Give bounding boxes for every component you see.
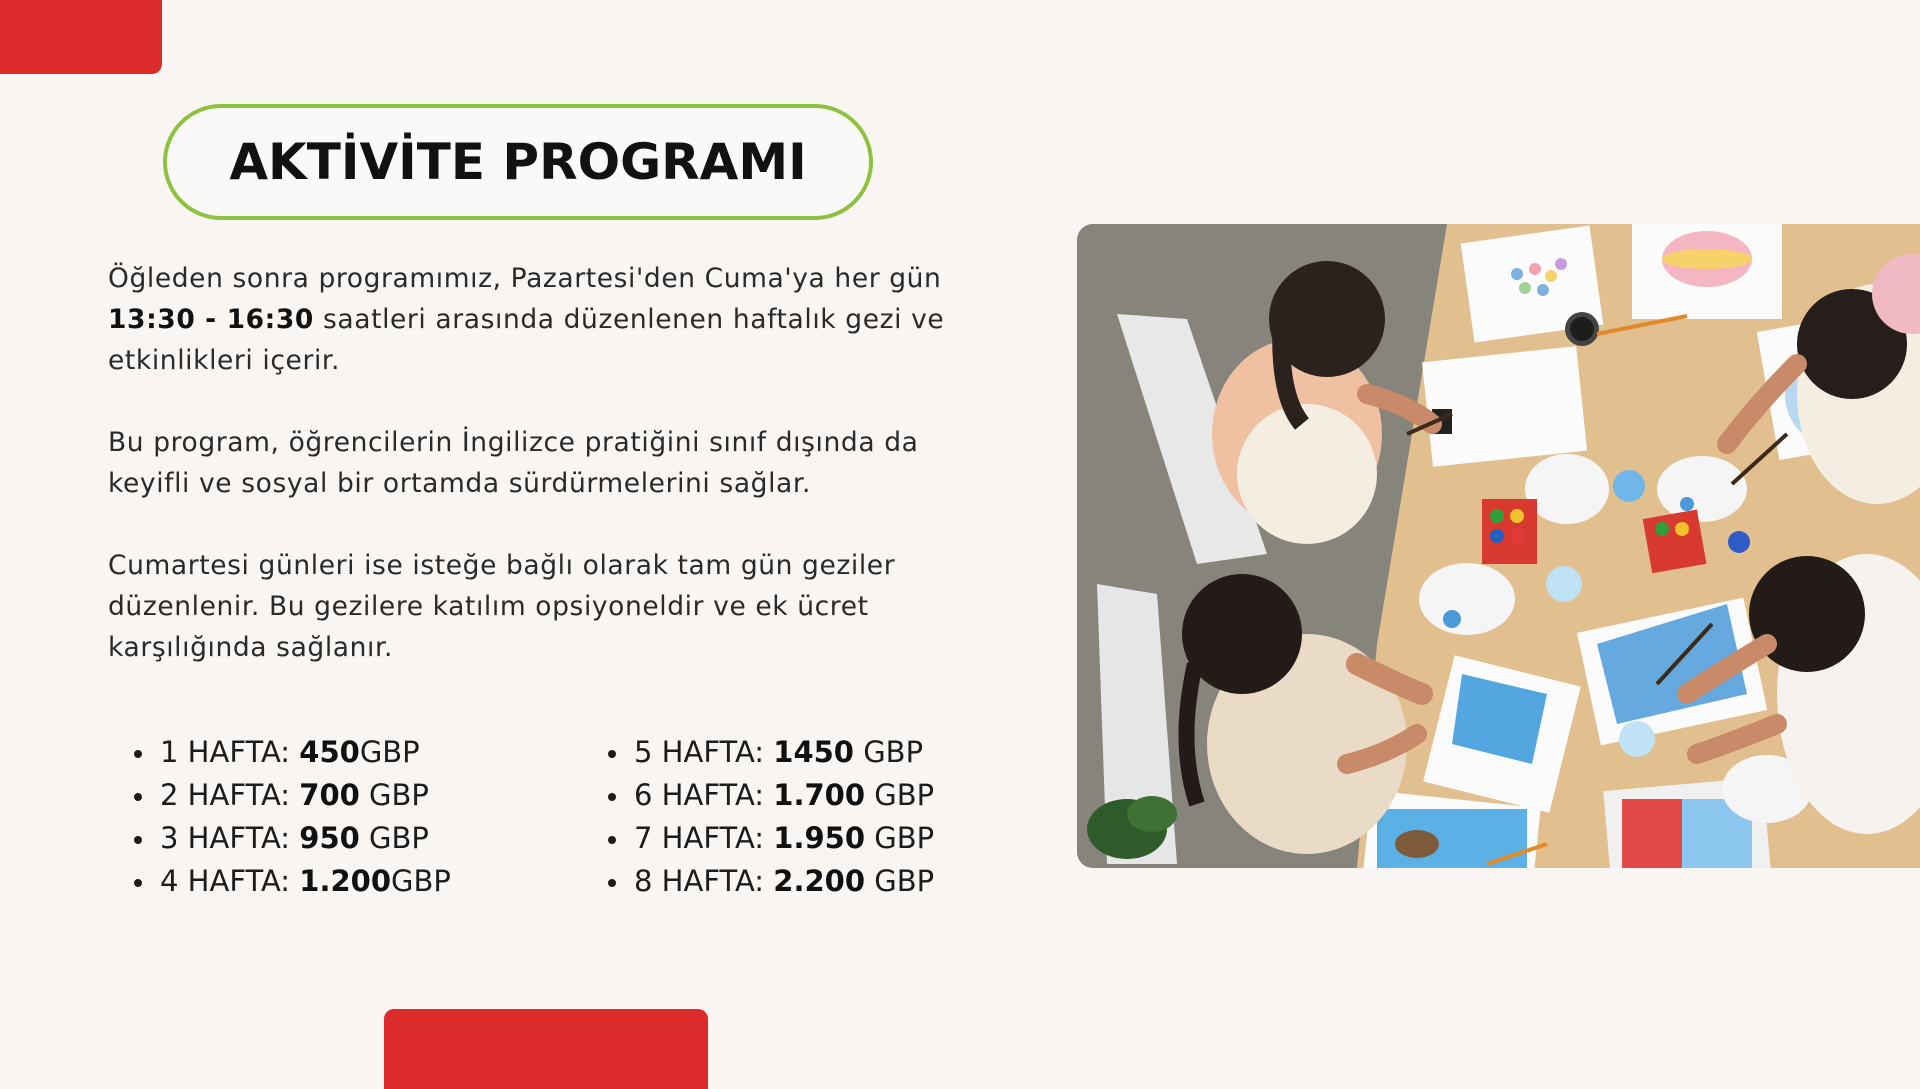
price-item xyxy=(604,860,934,903)
paragraph-saturday: Cumartesi günleri ise isteğe bağlı olarak tam gün geziler düzenlenir. Bu gezilere katılım opsiyoneldir ve ek ücret karşılığında sağlanır. xyxy=(108,550,896,663)
price-item xyxy=(604,774,934,817)
price-label: 7 HAFTA: xyxy=(634,821,774,855)
price-label: 8 HAFTA: xyxy=(634,864,774,898)
children-painting-photo xyxy=(1077,224,1920,868)
price-amount: 700 xyxy=(299,778,360,812)
price-label: 4 HAFTA: xyxy=(160,864,300,898)
price-label: 2 HAFTA: xyxy=(160,778,300,812)
price-amount: 1.950 xyxy=(773,821,865,855)
price-amount: 2.200 xyxy=(773,864,865,898)
page-title: AKTİVİTE PROGRAMI xyxy=(229,133,807,191)
price-amount: 450 xyxy=(299,735,360,769)
price-label: 1 HAFTA: xyxy=(160,735,300,769)
price-list-right xyxy=(604,731,934,903)
price-label: 5 HAFTA: xyxy=(634,735,774,769)
price-currency: GBP xyxy=(865,864,935,898)
price-currency: GBP xyxy=(865,778,935,812)
price-currency: GBP xyxy=(359,778,429,812)
price-item xyxy=(130,817,451,860)
paragraph-schedule-end: saatleri arasında düzenlenen haftalık gezi ve etkinlikleri içerir. xyxy=(108,304,945,376)
price-amount: 1.700 xyxy=(773,778,865,812)
price-amount: 1450 xyxy=(773,735,854,769)
price-currency: GBP xyxy=(391,864,451,898)
price-currency: GBP xyxy=(359,821,429,855)
decorative-red-block-top xyxy=(0,0,162,74)
title-pill xyxy=(163,104,873,220)
price-item xyxy=(130,860,451,903)
price-item xyxy=(604,817,934,860)
price-label: 6 HAFTA: xyxy=(634,778,774,812)
price-currency: GBP xyxy=(865,821,935,855)
paragraph-schedule-start: Öğleden sonra programımız, Pazartesi'den Cuma'ya her gün xyxy=(108,263,942,294)
decorative-red-block-bottom xyxy=(384,1009,708,1089)
paragraph-schedule xyxy=(108,258,968,381)
price-currency: GBP xyxy=(359,735,420,769)
price-currency: GBP xyxy=(853,735,924,769)
price-amount: 950 xyxy=(299,821,360,855)
price-item xyxy=(604,731,934,774)
schedule-hours: 13:30 - 16:30 xyxy=(108,304,314,335)
price-amount: 1.200 xyxy=(299,864,391,898)
description-text xyxy=(108,258,968,709)
price-item xyxy=(130,774,451,817)
price-item xyxy=(130,731,451,774)
price-label: 3 HAFTA: xyxy=(160,821,300,855)
paragraph-purpose: Bu program, öğrencilerin İngilizce pratiğini sınıf dışında da keyifli ve sosyal bir ortamda sürdürmelerini sağlar. xyxy=(108,427,919,499)
price-list-left xyxy=(130,731,451,903)
